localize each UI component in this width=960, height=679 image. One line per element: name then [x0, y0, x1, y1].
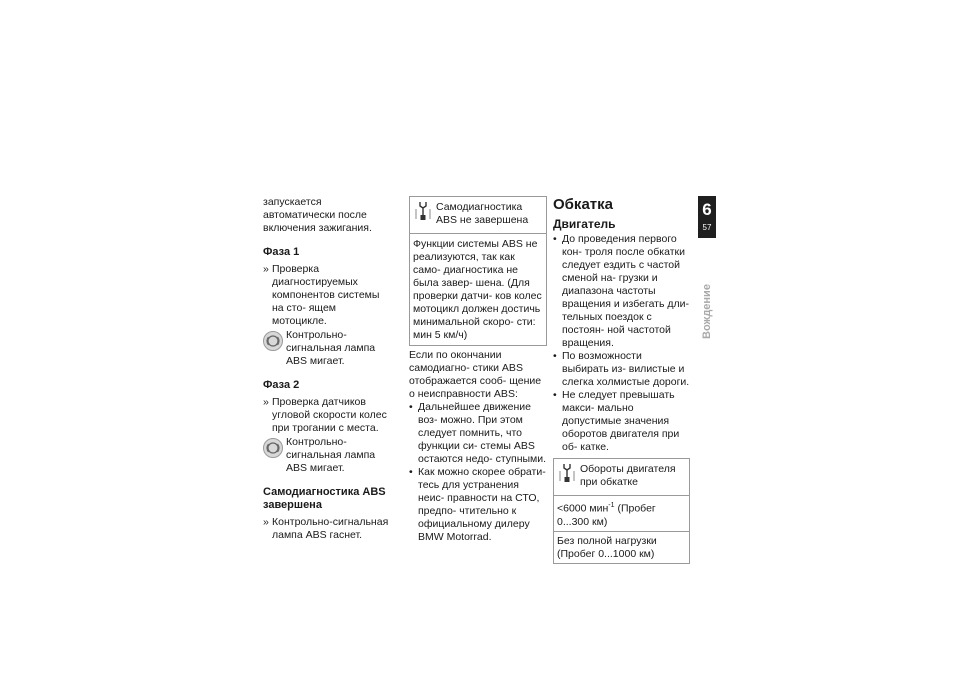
- phase2-indicator: [263, 436, 391, 475]
- list-item: • Не следует превышать макси- мально допустимые значения оборотов двигателя при об- катке.: [553, 389, 690, 454]
- selftest-done-step: » Контрольно-сигнальная лампа ABS гаснет.: [263, 516, 391, 542]
- spec-box-header: [554, 459, 689, 495]
- column-left: [263, 196, 391, 542]
- phase2-step: » Проверка датчиков угловой скорости колес при трогании с места.: [263, 396, 391, 435]
- selftest-note-box: [409, 196, 547, 346]
- intro-text: запускается автоматически после включения зажигания.: [263, 196, 372, 234]
- chapter-number: [698, 196, 716, 238]
- phase2-heading: Фаза 2: [263, 379, 300, 391]
- section-title: Обкатка: [553, 196, 613, 213]
- fault-bullet-list: [409, 401, 547, 544]
- spec-row-rpm: [554, 495, 689, 531]
- subsection-title: Двигатель: [553, 217, 616, 231]
- wrench-note-icon: [414, 201, 432, 221]
- engine-bullet-list: [553, 233, 690, 454]
- phase1-step: » Проверка диагностируемых компонентов системы на сто- ящем мотоцикле.: [263, 263, 391, 328]
- column-right: [553, 196, 690, 567]
- phase1-heading: Фаза 1: [263, 246, 300, 258]
- note-box-header: [410, 197, 546, 233]
- rpm-spec-box: [553, 458, 690, 564]
- chapter-tab: [698, 196, 716, 238]
- spec-box-title: Обороты двигателя при обкатке: [580, 463, 676, 488]
- list-item: • По возможности выбирать из- вилистые и слегка холмистые дороги.: [553, 350, 690, 389]
- column-middle: [409, 196, 547, 544]
- list-item: • Как можно скорее обрати- тесь для устранения неис- правности на СТО, предпо- чтительно к официальному дилеру BMW Motorrad.: [409, 466, 547, 544]
- list-item: • До проведения первого кон- троля после обкатки следует ездить с частой сменой на- грузки и диапазона частоты вращения и избегать дли- тельных поездок с постоян- ной частотой вращения.: [553, 233, 690, 350]
- list-item: • Дальнейшее движение воз- можно. При этом следует помнить, что функции си- стемы ABS остаются недо- ступными.: [409, 401, 547, 466]
- selftest-done-heading: Самодиагностика ABS завершена: [263, 486, 386, 511]
- fault-message-text: Если по окончании самодиагно- стики ABS отображается сооб- щение о неисправности ABS:: [409, 349, 542, 400]
- abs-lamp-icon: [263, 331, 283, 351]
- spec-rpm-exponent: -1: [608, 502, 615, 509]
- wrench-note-icon: [558, 463, 576, 483]
- spec-rpm-mileage: (Пробег 0...300 км): [557, 502, 656, 528]
- phase2-indicator-text: Контрольно-сигнальная лампа ABS мигает.: [286, 436, 376, 474]
- chapter-number-text: 6: [702, 200, 712, 219]
- phase1-indicator: [263, 329, 391, 368]
- abs-lamp-icon: [263, 438, 283, 458]
- spec-row-load: Без полной нагрузки (Пробег 0...1000 км): [554, 531, 689, 563]
- spec-rpm-value: <6000 мин: [557, 502, 609, 515]
- note-box-title: Самодиагностика ABS не завершена: [436, 201, 529, 226]
- page-number: 57: [702, 223, 712, 232]
- phase1-indicator-text: Контрольно-сигнальная лампа ABS мигает.: [286, 329, 376, 367]
- section-label-vertical: Вождение: [701, 284, 713, 339]
- note-box-body: Функции системы ABS не реализуются, так как само- диагностика не была завер- шена. (Для проверки датчи- ков колес мотоцикл должен достичь минимальной скоро- сти: мин 5 км/ч): [410, 233, 546, 345]
